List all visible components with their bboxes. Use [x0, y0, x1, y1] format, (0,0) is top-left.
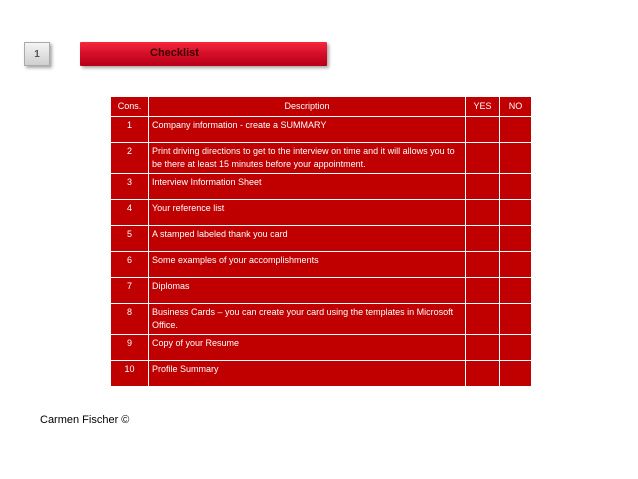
- row-description: Some examples of your accomplishments: [149, 252, 466, 278]
- copyright-footer: Carmen Fischer ©: [40, 414, 130, 426]
- table-row: [111, 252, 532, 278]
- row-description: Copy of your Resume: [149, 335, 466, 361]
- table-row: [111, 278, 532, 304]
- checklist-table: [110, 96, 532, 387]
- slide-number: 1: [34, 48, 40, 60]
- yes-cell[interactable]: [466, 304, 500, 335]
- yes-cell[interactable]: [466, 335, 500, 361]
- yes-cell[interactable]: [466, 117, 500, 143]
- header-cons: Cons.: [111, 97, 149, 117]
- slide-number-badge: [24, 42, 50, 66]
- row-number: 5: [111, 226, 149, 252]
- row-description: Diplomas: [149, 278, 466, 304]
- row-description: Interview Information Sheet: [149, 174, 466, 200]
- no-cell[interactable]: [500, 174, 532, 200]
- no-cell[interactable]: [500, 226, 532, 252]
- header-no: NO: [500, 97, 532, 117]
- table-row: [111, 117, 532, 143]
- row-number: 3: [111, 174, 149, 200]
- table-row: [111, 335, 532, 361]
- row-description: Company information - create a SUMMARY: [149, 117, 466, 143]
- table-row: [111, 361, 532, 387]
- header-description: Description: [149, 97, 466, 117]
- no-cell[interactable]: [500, 200, 532, 226]
- yes-cell[interactable]: [466, 361, 500, 387]
- row-description: Print driving directions to get to the interview on time and it will allows you to be there at least 15 minutes before your appointment.: [149, 143, 466, 174]
- no-cell[interactable]: [500, 361, 532, 387]
- page-title: Checklist: [150, 47, 199, 59]
- title-banner: [80, 42, 327, 66]
- row-number: 9: [111, 335, 149, 361]
- yes-cell[interactable]: [466, 252, 500, 278]
- table-row: [111, 304, 532, 335]
- row-number: 6: [111, 252, 149, 278]
- no-cell[interactable]: [500, 304, 532, 335]
- row-number: 8: [111, 304, 149, 335]
- yes-cell[interactable]: [466, 226, 500, 252]
- row-description: Profile Summary: [149, 361, 466, 387]
- table-row: [111, 200, 532, 226]
- row-number: 10: [111, 361, 149, 387]
- no-cell[interactable]: [500, 278, 532, 304]
- no-cell[interactable]: [500, 252, 532, 278]
- no-cell[interactable]: [500, 335, 532, 361]
- yes-cell[interactable]: [466, 200, 500, 226]
- no-cell[interactable]: [500, 143, 532, 174]
- row-number: 2: [111, 143, 149, 174]
- row-description: A stamped labeled thank you card: [149, 226, 466, 252]
- table-row: [111, 143, 532, 174]
- row-description: Your reference list: [149, 200, 466, 226]
- yes-cell[interactable]: [466, 143, 500, 174]
- table-header-row: [111, 97, 532, 117]
- yes-cell[interactable]: [466, 278, 500, 304]
- row-number: 4: [111, 200, 149, 226]
- row-number: 1: [111, 117, 149, 143]
- row-number: 7: [111, 278, 149, 304]
- header-yes: YES: [466, 97, 500, 117]
- no-cell[interactable]: [500, 117, 532, 143]
- table-row: [111, 174, 532, 200]
- yes-cell[interactable]: [466, 174, 500, 200]
- row-description: Business Cards – you can create your card using the templates in Microsoft Office.: [149, 304, 466, 335]
- table-row: [111, 226, 532, 252]
